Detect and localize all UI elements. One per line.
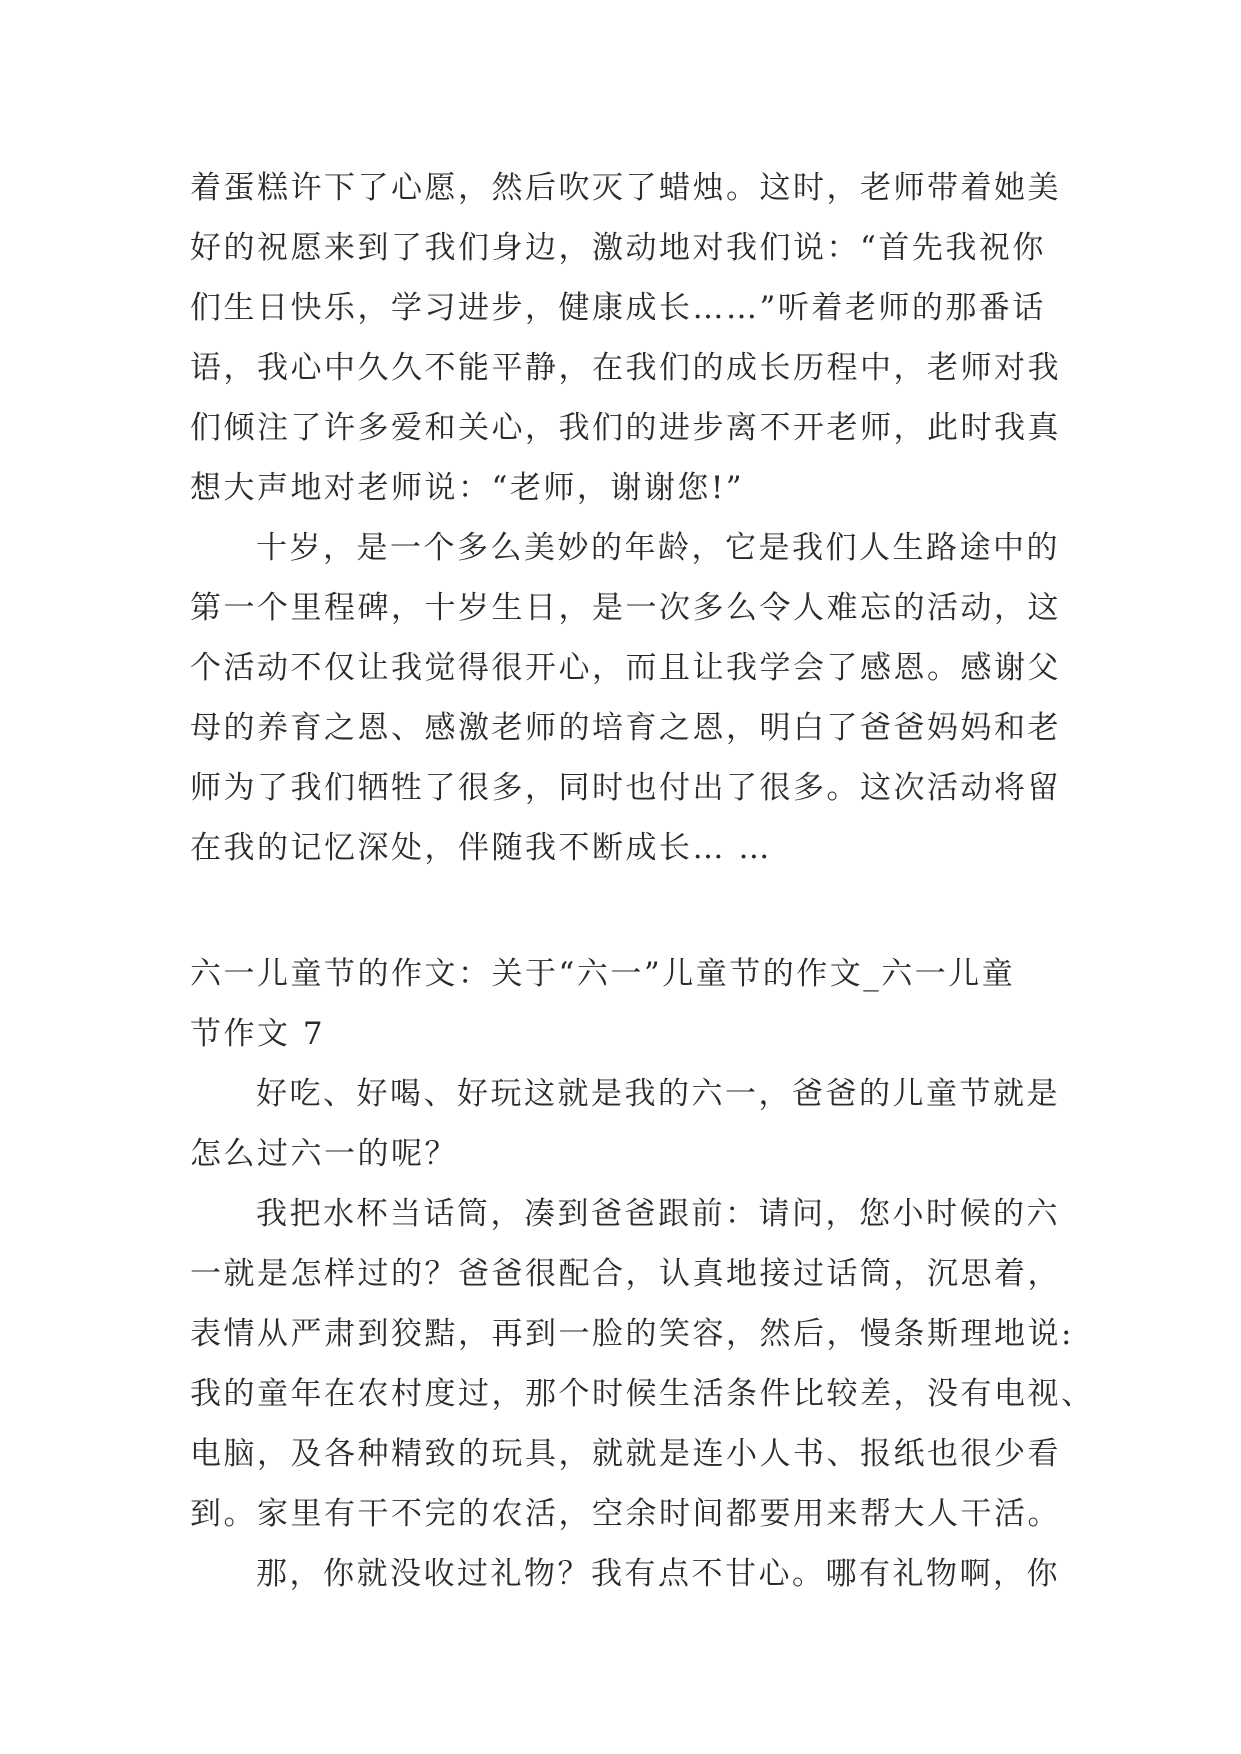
text-line: 在我的记忆深处，伴随我不断成长… …	[190, 830, 772, 866]
document-body	[190, 158, 1095, 1604]
text-line: 们倾注了许多爱和关心，我们的进步离不开老师，此时我真	[190, 410, 1061, 446]
text-line: 那，你就没收过礼物？我有点不甘心。哪有礼物啊，你	[256, 1556, 1060, 1592]
paragraph	[190, 1544, 1070, 1604]
text-line: 怎么过六一的呢？	[190, 1136, 458, 1172]
text-line: 师为了我们牺牲了很多，同时也付出了很多。这次活动将留	[190, 770, 1061, 806]
text-line: 我把水杯当话筒，凑到爸爸跟前：请问，您小时候的六	[256, 1196, 1060, 1232]
paragraph-continued	[190, 158, 1070, 518]
text-line: 第一个里程碑，十岁生日，是一次多么令人难忘的活动，这	[190, 590, 1061, 626]
section-spacer	[190, 878, 1070, 944]
text-line: 好吃、好喝、好玩这就是我的六一，爸爸的儿童节就是	[256, 1076, 1060, 1112]
paragraph	[190, 1184, 1095, 1544]
paragraph	[190, 1064, 1070, 1184]
text-line: 们生日快乐，学习进步，健康成长……”听着老师的那番话	[190, 290, 1046, 326]
text-line: 到。家里有干不完的农活，空余时间都要用来帮大人干活。	[190, 1496, 1061, 1532]
heading-line: 节作文 7	[190, 1016, 326, 1052]
text-line: 一就是怎样过的？爸爸很配合，认真地接过话筒，沉思着，	[190, 1256, 1061, 1292]
text-line: 十岁，是一个多么美妙的年龄，它是我们人生路途中的	[256, 530, 1060, 566]
paragraph	[190, 518, 1070, 878]
heading-line: 六一儿童节的作文：关于“六一”儿童节的作文_六一儿童	[190, 956, 1016, 992]
text-line: 好的祝愿来到了我们身边，激动地对我们说：“首先我祝你	[190, 230, 1046, 266]
section-heading	[190, 944, 1070, 1064]
text-line: 想大声地对老师说：“老师，谢谢您!”	[190, 470, 745, 506]
text-line: 母的养育之恩、感激老师的培育之恩，明白了爸爸妈妈和老	[190, 710, 1061, 746]
text-line: 表情从严肃到狡黠，再到一脸的笑容，然后，慢条斯理地说:	[190, 1316, 1074, 1352]
text-line: 语，我心中久久不能平静，在我们的成长历程中，老师对我	[190, 350, 1061, 386]
text-line: 个活动不仅让我觉得很开心，而且让我学会了感恩。感谢父	[190, 650, 1061, 686]
text-line: 着蛋糕许下了心愿，然后吹灭了蜡烛。这时，老师带着她美	[190, 170, 1061, 206]
text-line: 电脑，及各种精致的玩具，就就是连小人书、报纸也很少看	[190, 1436, 1061, 1472]
text-line: 我的童年在农村度过，那个时候生活条件比较差，没有电视、	[190, 1376, 1095, 1412]
